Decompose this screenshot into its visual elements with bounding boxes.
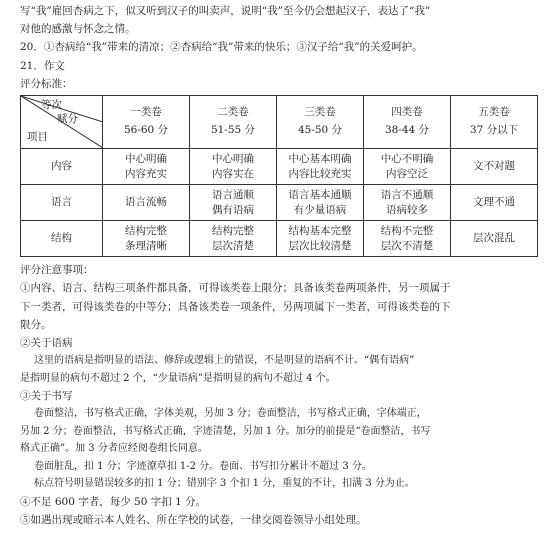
table-row: [21, 185, 538, 221]
table-cell: 语言基本通顺 有少量语病: [277, 185, 364, 221]
criteria-title: 评分标准：: [20, 77, 73, 90]
table-cell: 结构不完整 层次不清楚: [364, 221, 451, 257]
table-header-row: [21, 96, 538, 149]
scoring-table: [20, 95, 538, 257]
table-cell: 层次混乱: [451, 221, 538, 257]
intro-line-1: 写“我”雇回杏病之下，似又听到汉子的叫卖声，说明“我”至今仍会想起汉子，表达了“我”: [20, 5, 431, 17]
notes-title: 评分注意事项：: [20, 264, 94, 277]
table-corner-cell: [21, 96, 103, 149]
table-cell: 文不对题: [451, 149, 538, 185]
note-2-line-2: 是指明显的病句不超过 2 个，“少量语病”是指明显的病句不超过 4 个。: [20, 372, 336, 384]
intro-line-2: 对他的感激与怀念之情。: [20, 23, 136, 36]
header-grade-5: 五类卷 37 分以下: [451, 96, 538, 149]
table-cell: 中心基本明确 内容比较充实: [277, 149, 364, 185]
row-label-language: 语言: [21, 185, 103, 221]
table-cell: 中心明确 内容实在: [190, 149, 277, 185]
note-2-title: ②关于语病: [20, 336, 73, 349]
table-cell: 语言通顺 偶有语病: [190, 185, 277, 221]
note-1-line-1: ①内容、语言、结构三项条件都具备，可得该类卷上限分；具备该类卷两项条件，另一项属于: [20, 282, 451, 295]
header-grade-1: 一类卷 56-60 分: [103, 96, 190, 149]
answer-key-page: [20, 4, 538, 531]
note-5: ⑤如遇出现或暗示本人姓名、所在学校的试卷，一律交阅卷领导小组处理。: [20, 514, 367, 527]
note-4: ④不足 600 字者，每少 50 字扣 1 分。: [20, 495, 207, 508]
table-cell: 语言流畅: [103, 185, 190, 221]
note-3-line-1: 卷面整洁，书写格式正确，字体美观，另加 3 分；卷面整洁，书写格式正确，字体端正，: [34, 408, 427, 420]
table-cell: 文理不通: [451, 185, 538, 221]
note-3-line-4: 卷面脏乱，扣 1 分；字迹潦草扣 1-2 分。卷面、书写扣分累计不超过 3 分。: [34, 460, 372, 472]
note-1-line-2: 下一类者，可得该类卷的中等分；具备该类卷一项条件，另两项属下一类者，可得该类卷的下: [20, 300, 451, 313]
note-3-line-3: 格式正确”。加 3 分者应经阅卷组长同意。: [20, 443, 208, 455]
row-label-content: 内容: [21, 149, 103, 185]
note-3-title: ③关于书写: [20, 390, 73, 403]
header-grade-2: 二类卷 51-55 分: [190, 96, 277, 149]
table-cell: 结构基本完整 层次比较清楚: [277, 221, 364, 257]
table-cell: 语言不通顺 语病较多: [364, 185, 451, 221]
table-row: [21, 221, 538, 257]
note-3-line-2: 另加 2 分；卷面整洁，书写格式正确，字迹清楚，另加 1 分。加分的前提是“卷面整洁，书写: [20, 425, 431, 437]
note-1-line-3: 限分。: [20, 318, 52, 331]
row-label-structure: 结构: [21, 221, 103, 257]
corner-label-score: 赋分: [57, 113, 78, 126]
note-3-line-5: 标点符号明显错误较多的扣 1 分；错别字 3 个扣 1 分，重复的不计，扣满 3 分为止。: [34, 478, 415, 490]
question-20-answer: 20．①杏病给“我”带来的清凉；②杏病给“我”带来的快乐；③汉子给“我”的关爱呵护。: [20, 41, 423, 54]
table-row: [21, 149, 538, 185]
question-21-title: 21．作文: [20, 59, 65, 72]
table-cell: 中心明确 内容充实: [103, 149, 190, 185]
header-grade-3: 三类卷 45-50 分: [277, 96, 364, 149]
table-cell: 结构完整 条理清晰: [103, 221, 190, 257]
table-cell: 结构完整 层次清楚: [190, 221, 277, 257]
note-2-line-1: 这里的语病是指明显的语法、修辞或逻辑上的错误，不是明显的语病不计。“偶有语病”: [34, 355, 415, 367]
corner-label-grade: 等次: [41, 99, 62, 112]
table-cell: 中心不明确 内容空泛: [364, 149, 451, 185]
header-grade-4: 四类卷 38-44 分: [364, 96, 451, 149]
corner-label-item: 项目: [27, 131, 48, 144]
